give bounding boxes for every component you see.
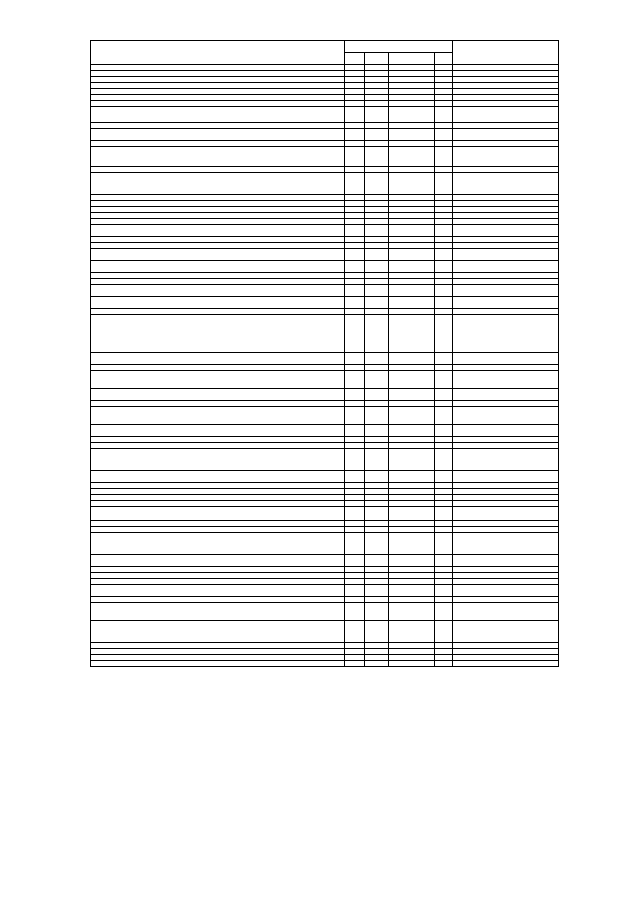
table-cell (345, 371, 365, 389)
table-cell (345, 285, 365, 297)
table-cell (345, 297, 365, 309)
table-cell (435, 507, 453, 521)
table-cell (365, 661, 389, 667)
table-cell (453, 449, 559, 471)
table-cell (365, 621, 389, 643)
table-cell (435, 225, 453, 237)
table-cell (345, 603, 365, 621)
table-cell (453, 315, 559, 353)
table-cell (389, 507, 435, 521)
table-cell (389, 371, 435, 389)
table-cell (389, 225, 435, 237)
table-cell (389, 621, 435, 643)
header-grbs-cell (345, 53, 365, 65)
table-cell (91, 315, 345, 353)
table-cell (345, 449, 365, 471)
table-cell (453, 147, 559, 167)
table-cell (365, 261, 389, 273)
table-cell (435, 107, 453, 123)
table-row (91, 107, 559, 123)
table-cell (365, 585, 389, 597)
table-row (91, 147, 559, 167)
table-cell (389, 407, 435, 425)
table-cell (453, 585, 559, 597)
table-cell (453, 471, 559, 483)
table-cell (91, 371, 345, 389)
table-cell (345, 555, 365, 567)
table-cell (365, 353, 389, 365)
table-row (91, 173, 559, 195)
table-row (91, 371, 559, 389)
table-row (91, 353, 559, 365)
table-row (91, 285, 559, 297)
table-cell (345, 661, 365, 667)
table-cell (365, 389, 389, 401)
table-cell (345, 533, 365, 555)
table-cell (365, 147, 389, 167)
table-cell (345, 621, 365, 643)
table-cell (453, 353, 559, 365)
table-cell (91, 173, 345, 195)
table-cell (365, 225, 389, 237)
table-cell (389, 471, 435, 483)
table-cell (345, 407, 365, 425)
table-cell (365, 249, 389, 261)
table-cell (91, 555, 345, 567)
table-cell (435, 603, 453, 621)
table-cell (453, 533, 559, 555)
table-cell (435, 147, 453, 167)
table-cell (453, 507, 559, 521)
table-cell (345, 147, 365, 167)
table-cell (389, 315, 435, 353)
table-cell (389, 249, 435, 261)
table-cell (435, 661, 453, 667)
table-row (91, 449, 559, 471)
table-cell (345, 249, 365, 261)
table-cell (91, 471, 345, 483)
table-cell (389, 425, 435, 437)
table-cell (365, 407, 389, 425)
table-cell (389, 107, 435, 123)
table-cell (365, 371, 389, 389)
table-cell (365, 107, 389, 123)
table-cell (345, 173, 365, 195)
table-cell (345, 585, 365, 597)
table-cell (453, 425, 559, 437)
table-cell (435, 249, 453, 261)
table-cell (435, 585, 453, 597)
table-cell (389, 661, 435, 667)
table-cell (453, 285, 559, 297)
table-cell (389, 285, 435, 297)
table-cell (91, 147, 345, 167)
table-row (91, 507, 559, 521)
table-cell (453, 249, 559, 261)
table-cell (389, 297, 435, 309)
table-cell (389, 353, 435, 365)
table-cell (365, 425, 389, 437)
table-cell (365, 533, 389, 555)
table-cell (91, 449, 345, 471)
table-row (91, 249, 559, 261)
table-cell (365, 297, 389, 309)
table-cell (453, 261, 559, 273)
table-row (91, 297, 559, 309)
table-cell (91, 507, 345, 521)
table-cell (453, 389, 559, 401)
table-cell (453, 297, 559, 309)
table-cell (91, 353, 345, 365)
table-header (91, 41, 559, 71)
table-row (91, 129, 559, 141)
table-cell (389, 449, 435, 471)
table-cell (365, 285, 389, 297)
table-cell (435, 425, 453, 437)
header-section-cell (365, 53, 389, 65)
header-codes-cell (345, 41, 453, 53)
table-row (91, 533, 559, 555)
table-row (91, 661, 559, 667)
table-cell (365, 507, 389, 521)
table-cell (345, 353, 365, 365)
table-cell (435, 471, 453, 483)
budget-table (90, 40, 559, 667)
table-cell (389, 261, 435, 273)
header-amount-cell (453, 41, 559, 65)
table-row (91, 225, 559, 237)
table-cell (435, 533, 453, 555)
table-cell (435, 261, 453, 273)
table-cell (91, 129, 345, 141)
header-type-cell (435, 53, 453, 65)
table-cell (365, 315, 389, 353)
table-cell (345, 389, 365, 401)
table-cell (435, 407, 453, 425)
table-row (91, 389, 559, 401)
table-cell (365, 173, 389, 195)
table-cell (365, 449, 389, 471)
table-cell (389, 533, 435, 555)
table-cell (91, 585, 345, 597)
header-name-cell (91, 41, 345, 65)
table-cell (435, 555, 453, 567)
table-cell (91, 225, 345, 237)
header-article-cell (389, 53, 435, 65)
table-cell (345, 425, 365, 437)
table-cell (389, 129, 435, 141)
table-cell (345, 471, 365, 483)
table-cell (435, 297, 453, 309)
table-row (91, 315, 559, 353)
table-cell (453, 371, 559, 389)
table-row (91, 407, 559, 425)
table-cell (435, 285, 453, 297)
table-cell (365, 555, 389, 567)
table-row (91, 603, 559, 621)
table-row (91, 261, 559, 273)
table-cell (365, 471, 389, 483)
table-cell (91, 661, 345, 667)
table-row (91, 585, 559, 597)
table-cell (435, 173, 453, 195)
table-cell (91, 249, 345, 261)
table-cell (435, 129, 453, 141)
table-cell (435, 371, 453, 389)
table-cell (389, 147, 435, 167)
table-cell (389, 555, 435, 567)
table-cell (453, 173, 559, 195)
table-cell (435, 621, 453, 643)
table-cell (389, 603, 435, 621)
table-cell (453, 129, 559, 141)
table-cell (345, 225, 365, 237)
table-cell (91, 285, 345, 297)
table-cell (365, 129, 389, 141)
table-cell (453, 603, 559, 621)
table-cell (435, 389, 453, 401)
table-row (91, 471, 559, 483)
budget-page (90, 40, 558, 874)
table-cell (91, 603, 345, 621)
table-cell (453, 107, 559, 123)
table-cell (345, 315, 365, 353)
table-cell (91, 533, 345, 555)
table-cell (91, 107, 345, 123)
table-cell (435, 449, 453, 471)
table-cell (389, 173, 435, 195)
table-row (91, 425, 559, 437)
table-cell (91, 621, 345, 643)
table-row (91, 621, 559, 643)
table-row (91, 555, 559, 567)
table-cell (91, 261, 345, 273)
table-cell (91, 297, 345, 309)
table-cell (453, 555, 559, 567)
table-cell (345, 261, 365, 273)
table-cell (91, 425, 345, 437)
table-cell (435, 353, 453, 365)
table-cell (345, 129, 365, 141)
table-cell (345, 507, 365, 521)
table-cell (91, 407, 345, 425)
table-cell (435, 315, 453, 353)
table-cell (453, 225, 559, 237)
table-cell (389, 389, 435, 401)
table-cell (91, 389, 345, 401)
table-cell (365, 603, 389, 621)
table-body (91, 71, 559, 667)
table-cell (453, 661, 559, 667)
table-cell (345, 107, 365, 123)
table-cell (453, 621, 559, 643)
table-cell (453, 407, 559, 425)
table-cell (389, 585, 435, 597)
